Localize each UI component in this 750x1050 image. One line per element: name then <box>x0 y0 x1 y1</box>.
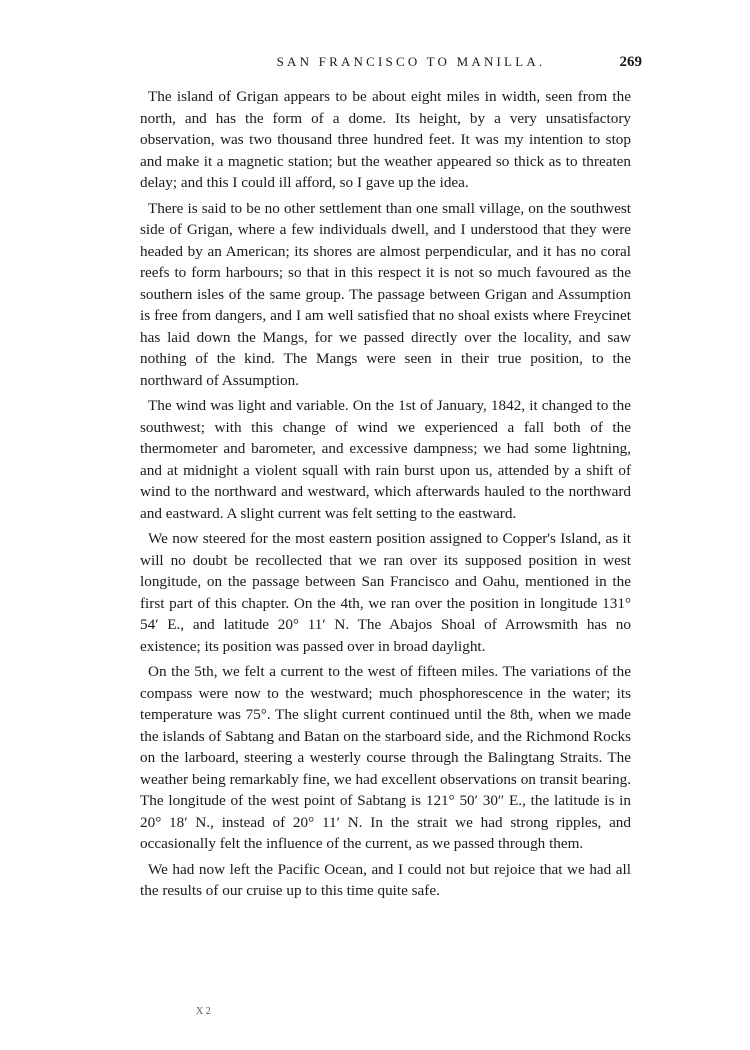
running-title: SAN FRANCISCO TO MANILLA. <box>276 54 546 69</box>
page-header <box>140 52 642 78</box>
signature-mark: X 2 <box>196 1006 211 1017</box>
paragraph: We now steered for the most eastern position assigned to Copper's Island, as it will no doubt be recollected that we ran over its supposed position in west longitude, on the passage between San Francisco and Oahu, mentioned in the first part of this chapter. On the 4th, we ran over the position in longitude 131° 54′ E., and latitude 20° 11′ N. The Abajos Shoal of Arrowsmith has no existence; its position was passed over in broad daylight. <box>140 530 631 655</box>
paragraph: We had now left the Pacific Ocean, and I could not but rejoice that we had all the results of our cruise up to this time quite safe. <box>140 860 631 899</box>
paragraph: The wind was light and variable. On the 1st of January, 1842, it changed to the southwest; with this change of wind we experienced a fall both of the thermometer and barometer, and excessive dampness; we had some lightning, and at midnight a violent squall with rain burst upon us, attended by a shift of wind to the northward and westward, which afterwards hauled to the northward and eastward. A slight current was felt setting to the eastward. <box>140 397 631 522</box>
paragraph: There is said to be no other settlement than one small village, on the southwest side of Grigan, where a few individuals dwell, and I understood that they were headed by an American; its shores are almost perpendicular, and it has no coral reefs to form harbours; so that in this respect it is not so much favoured as the southern isles of the same group. The passage between Grigan and Assumption is free from dangers, and I am well satisfied that no shoal exists where Freycinet has laid down the Mangs, for we passed directly over the locality, and saw nothing of the kind. The Mangs were seen in their true position, to the northward of Assumption. <box>140 199 631 389</box>
body-text <box>140 86 631 906</box>
paragraph: On the 5th, we felt a current to the west of fifteen miles. The variations of the compass were now to the westward; much phosphorescence in the water; its temperature was 75°. The slight current continued until the 8th, when we made the islands of Sabtang and Batan on the starboard side, and the Richmond Rocks on the larboard, steering a westerly course through the Balingtang Straits. The weather being remarkably fine, we had excellent observations on transit bearing. The longitude of the west point of Sabtang is 121° 50′ 30″ E., the latitude is in 20° 18′ N., instead of 20° 11′ N. In the strait we had strong ripples, and occasionally felt the influence of the current, as we passed through them. <box>140 663 631 852</box>
page-number: 269 <box>619 54 642 70</box>
paragraph: The island of Grigan appears to be about eight miles in width, seen from the north, and has the form of a dome. Its height, by a very unsatisfactory observation, was two thousand three hundred feet. It was my intention to stop and make it a magnetic station; but the weather appeared so thick as to threaten delay; and this I could ill afford, so I gave up the idea. <box>140 88 631 191</box>
